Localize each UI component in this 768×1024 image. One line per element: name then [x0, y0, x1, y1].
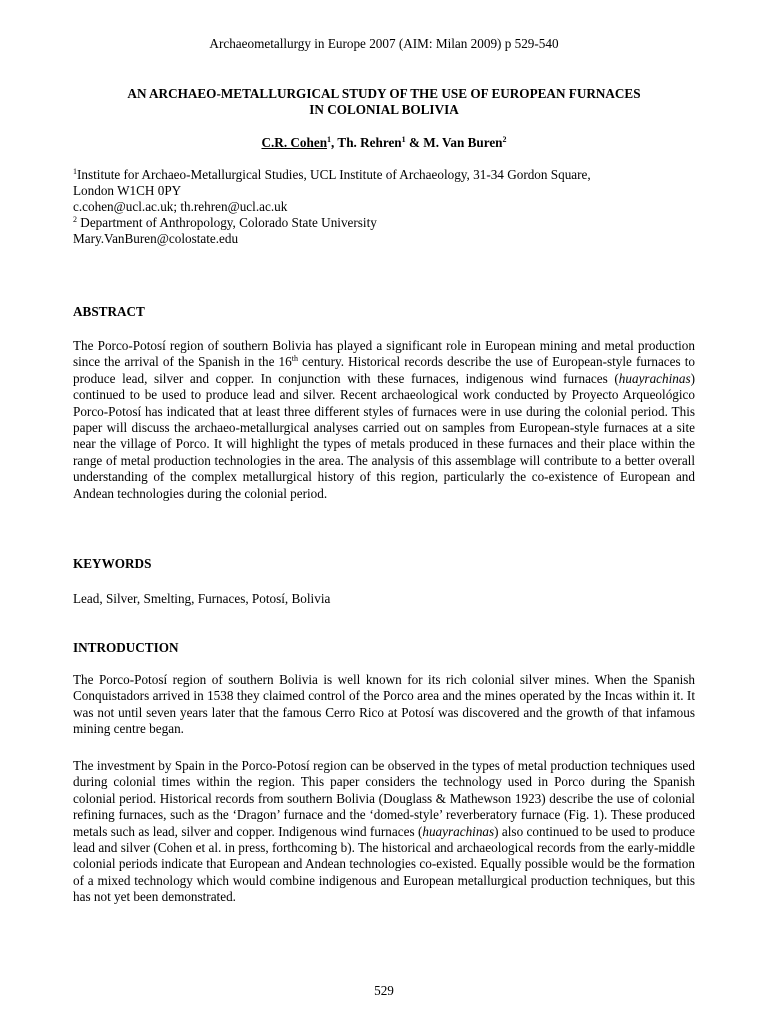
- author-van-buren: M. Van Buren: [423, 135, 503, 150]
- introduction-heading: INTRODUCTION: [73, 640, 179, 655]
- author-van-buren-affil: 2: [502, 135, 507, 144]
- author-cohen-affil: 1: [327, 135, 332, 144]
- author-rehren-affil: 1: [401, 135, 406, 144]
- affiliation-2: $^2$ Department of Anthropology, Colorado State University: [73, 215, 377, 230]
- keywords-text: Lead, Silver, Smelting, Furnaces, Potosí, Bolivia: [73, 591, 331, 606]
- keywords-heading: KEYWORDS: [73, 556, 152, 571]
- author-separator: &: [405, 135, 424, 150]
- affiliation-1-emails: c.cohen@ucl.ac.uk; th.rehren@ucl.ac.uk: [73, 199, 288, 214]
- author-separator: ,: [331, 135, 338, 150]
- paper-title: [73, 86, 695, 118]
- title-line-2: IN COLONIAL BOLIVIA: [309, 102, 459, 117]
- running-head: Archaeometallurgy in Europe 2007 (AIM: Milan 2009) p 529-540: [209, 36, 559, 51]
- affiliation-2-email: Mary.VanBuren@colostate.edu: [73, 231, 239, 246]
- title-line-1: AN ARCHAEO-METALLURGICAL STUDY OF THE USE OF EUROPEAN FURNACES: [127, 86, 641, 101]
- affiliations: [73, 167, 695, 247]
- affiliation-1: $^1$Institute for Archaeo-Metallurgical Studies, UCL Institute of Archaeology, 31-34 Gordon Square,: [73, 167, 591, 182]
- abstract-text: The Porco-Potosí region of southern Bolivia has played a significant role in European mining and metal production since the arrival of the Spanish in the 16th century. Historical records describe the use of European-style furnaces to produce lead, silver and copper. In conjunction with these furnaces, indigenous wind furnaces (huayrachinas) continued to be used to produce lead and silver. Recent archaeological work conducted by Proyecto Arqueológico Porco-Potosí has indicated that at least three different styles of furnaces were in use during the colonial period. This paper will discuss the archaeo-metallurgical analyses carried out on samples from European-style furnaces at a site near the village of Porco. It will highlight the types of metals produced in these furnaces and their place within the range of metal production technologies in the area. The analysis of this assemblage will contribute to a better overall understanding of the complex metallurgical history of this region, particularly the co-existence of European and Andean technologies during the colonial period.: [73, 338, 695, 501]
- affiliation-1-address: London W1CH 0PY: [73, 183, 182, 198]
- introduction-paragraph-2: The investment by Spain in the Porco-Potosí region can be observed in the types of metal production techniques used during colonial times within the region. This paper considers the technology used in Porco during the Spanish colonial period. Historical records from southern Bolivia (Douglass & Mathewson 1923) describe the use of colonial refining furnaces, such as the ‘Dragon’ furnace and the ‘domed-style’ reverberatory furnace (Fig. 1). These produced metals such as lead, silver and copper. Indigenous wind furnaces (huayrachinas) also continued to be used to produce lead and silver (Cohen et al. in press, forthcoming b). The historical and archaeological records from the early-middle colonial periods indicate that European and Andean technologies co-existed. Equally possible would be the formation of a mixed technology which would combine indigenous and European metallurgical production techniques, but this has not yet been demonstrated.: [73, 758, 695, 905]
- page-number: 529: [374, 983, 394, 998]
- abstract-heading: ABSTRACT: [73, 304, 145, 319]
- author-cohen: C.R. Cohen: [261, 135, 328, 150]
- author-rehren: Th. Rehren: [337, 135, 402, 150]
- introduction-paragraph-1: The Porco-Potosí region of southern Bolivia is well known for its rich colonial silver mines. When the Spanish Conquistadors arrived in 1538 they claimed control of the Porco area and the mines operated by the Incas within it. It was not until seven years later that the famous Cerro Rico at Potosí was discovered and the growth of that infamous mining centre began.: [73, 672, 695, 737]
- author-list: [73, 135, 695, 151]
